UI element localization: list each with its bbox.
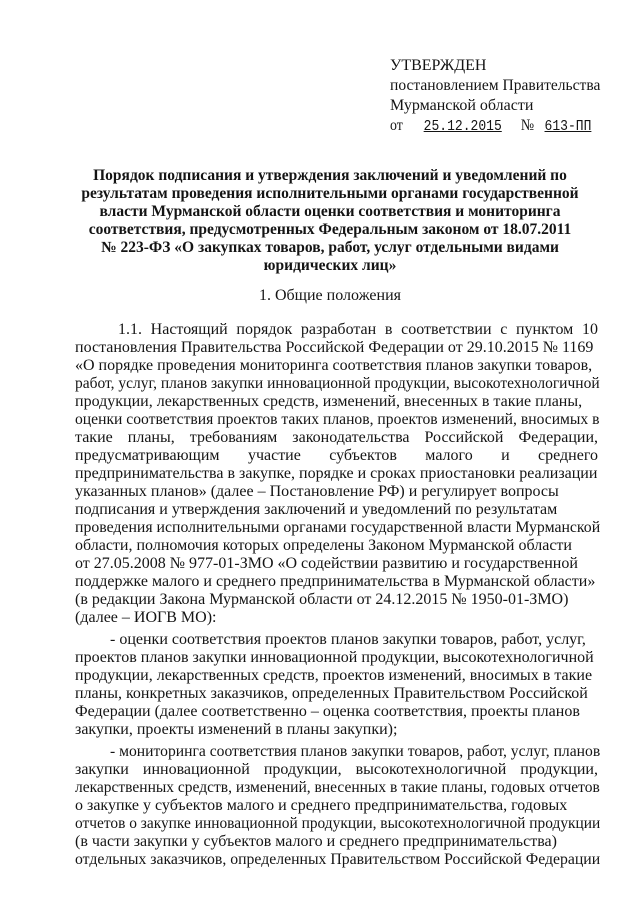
- text-line: Федерации (далее соответственно – оценка соответствия, проекты планов: [75, 703, 580, 720]
- text-line: планы, конкретных заказчиков, определенных Правительством Российской: [75, 685, 588, 702]
- title-line: № 223-ФЗ «О закупках товаров, работ, услуг отдельными видами: [101, 239, 559, 256]
- approved-by-resolution: постановлением Правительства: [390, 77, 601, 94]
- approved-label: УТВЕРЖДЕН: [390, 57, 487, 74]
- text-line: продукции, лекарственных средств, проектов изменений, вносимых в такие: [75, 667, 593, 684]
- text-line: лекарственных средств, изменений, внесенных в такие планы, годовых отчетов: [75, 779, 600, 796]
- text-line: отчетов о закупке инновационной продукции, высокотехнологичной продукции: [75, 815, 601, 832]
- approved-region: Мурманской области: [390, 97, 534, 114]
- text-line: поддержке малого и среднего предпринимательства в Мурманской области»: [75, 573, 596, 590]
- text-line: (в редакции Закона Мурманской области от 24.12.2015 № 1950-01-ЗМО): [75, 591, 569, 608]
- text-line: постановления Правительства Российской Федерации от 29.10.2015 № 1169: [75, 339, 594, 356]
- number-prefix: №: [520, 117, 535, 134]
- text-line: закупки, проекты изменений в планы закупки);: [75, 721, 398, 738]
- text-line: продукции, лекарственных средств, изменений, внесенных в такие планы,: [75, 393, 583, 410]
- text-line: предпринимательства в закупке, порядке и сроках приостановки реализации: [75, 465, 598, 482]
- title-line: результатам проведения исполнительными органами государственной: [81, 185, 579, 202]
- text-line: (далее – ИОГВ МО):: [75, 609, 217, 626]
- text-line: работ, услуг, планов закупки инновационной продукции, высокотехнологичной: [75, 375, 600, 392]
- text-line: - оценки соответствия проектов планов закупки товаров, работ, услуг,: [110, 631, 586, 648]
- section-heading: 1. Общие положения: [258, 287, 402, 304]
- title-line: юридических лиц»: [263, 257, 397, 274]
- text-line: области, полномочия которых определены Законом Мурманской области: [75, 537, 572, 554]
- text-line: - мониторинга соответствия планов закупки товаров, работ, услуг, планов: [110, 743, 601, 760]
- text-line: проведения исполнительными органами государственной власти Мурманской: [75, 519, 601, 536]
- text-line: «О порядке проведения мониторинга соответствия планов закупки товаров,: [75, 357, 593, 374]
- approval-date-line: [390, 118, 600, 134]
- text-line: указанных планов» (далее – Постановление РФ) и регулирует вопросы: [75, 483, 559, 500]
- title-line: соответствия, предусмотренных Федеральным законом от 18.07.2011: [88, 221, 572, 238]
- text-line: подписания и утверждения заключений и уведомлений по результатам: [75, 501, 558, 518]
- text-line: оценки соответствия проектов таких планов, проектов изменений, вносимых в: [75, 411, 600, 428]
- text-line: такие планы, требованиям законодательства Российской Федерации,: [75, 429, 598, 446]
- text-line: 1.1. Настоящий порядок разработан в соответствии с пунктом 10: [118, 321, 598, 338]
- text-line: (в части закупки у субъектов малого и среднего предпринимательства): [75, 833, 557, 850]
- approval-number: 613-ПП: [544, 118, 592, 135]
- text-line: проектов планов закупки инновационной продукции, высокотехнологичной: [75, 649, 594, 666]
- approval-date: 25.12.2015: [423, 118, 502, 135]
- text-line: предусматривающим участие субъектов малого и среднего: [75, 447, 598, 464]
- text-line: о закупке у субъектов малого и среднего предпринимательства, годовых: [75, 797, 568, 814]
- title-line: Порядок подписания и утверждения заключений и уведомлений по: [93, 167, 567, 184]
- text-line: отдельных заказчиков, определенных Правительством Российской Федерации: [75, 851, 601, 868]
- text-line: от 27.05.2008 № 977-01-ЗМО «О содействии развитию и государственной: [75, 555, 578, 572]
- text-line: закупки инновационной продукции, высокотехнологичной продукции,: [75, 761, 598, 778]
- title-line: власти Мурманской области оценки соответствия и мониторинга: [99, 203, 561, 220]
- date-prefix: от: [390, 117, 403, 134]
